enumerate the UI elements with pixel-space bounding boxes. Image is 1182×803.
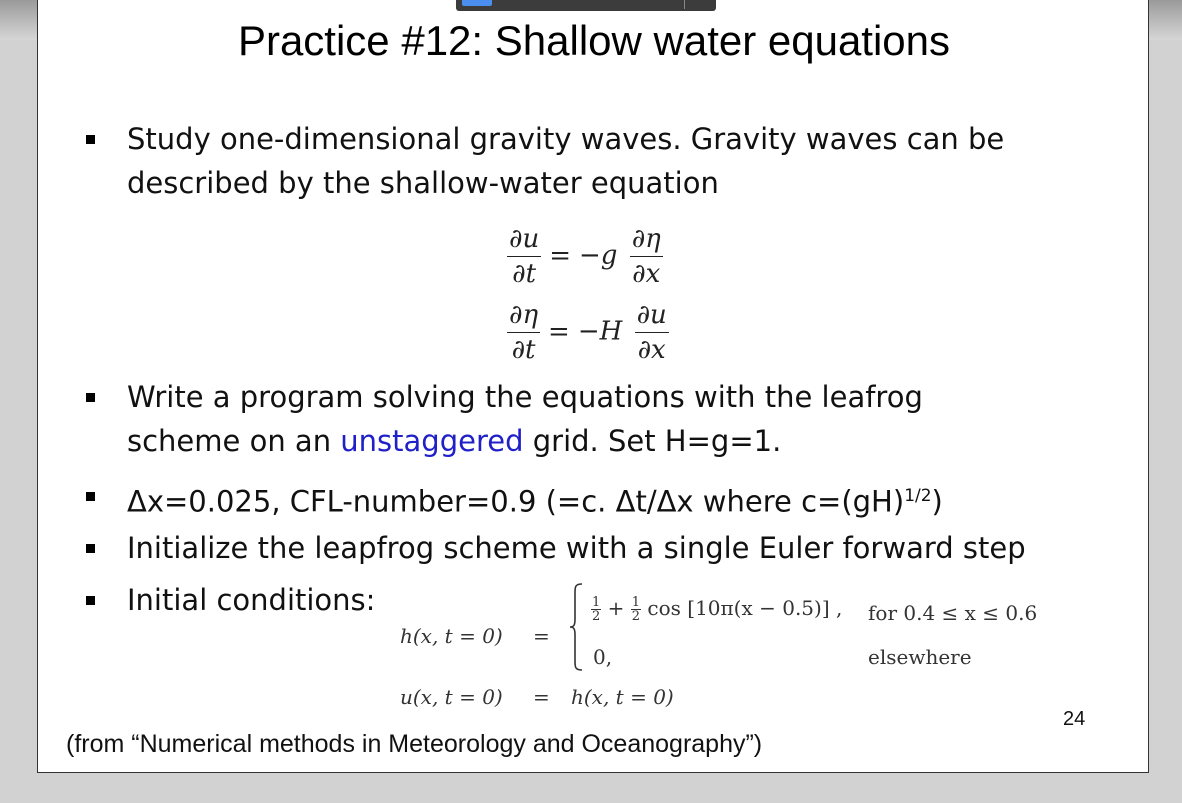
case1-half-num-2: 1 (631, 595, 641, 610)
viewer-toolbar[interactable] (456, 0, 716, 11)
eq2-rhs-coeff: −H (577, 316, 623, 347)
slide-title: Practice #12: Shallow water equations (237, 17, 951, 64)
toolbar-separator (684, 0, 685, 9)
case-1-condition: for 0.4 ≤ x ≤ 0.6 (868, 601, 1038, 625)
eq1-equals: = (549, 240, 571, 271)
toolbar-blue-tab-icon[interactable] (462, 0, 492, 6)
equation-continuity (507, 300, 669, 365)
eq1-num-right: ∂η (630, 224, 663, 257)
h-initial-equals: = (533, 624, 550, 648)
eq1-rhs-coeff: −g (579, 240, 618, 271)
case-1-value (591, 596, 842, 623)
eq2-den-right: ∂x (637, 335, 666, 365)
case1-expression: cos [10π(x − 0.5)] , (647, 596, 843, 620)
bullet-3-superscript: 1/2 (904, 486, 932, 506)
bullet-4: Initialize the leapfrog scheme with a single Euler forward step (127, 531, 1026, 565)
u-initial-equals: = (533, 685, 550, 709)
eq1-num-left: ∂u (507, 224, 541, 257)
bullet-marker (86, 544, 95, 553)
bullet-marker (86, 393, 95, 402)
bullet-2-text-a: scheme on an (127, 424, 341, 458)
bullet-marker (86, 492, 95, 501)
eq2-den-left: ∂t (511, 335, 536, 365)
h-initial-lhs: h(x, t = 0) (400, 624, 503, 648)
bullet-marker (86, 596, 95, 605)
source-citation: (from “Numerical methods in Meteorology and Oceanography”) (66, 730, 763, 758)
eq1-den-left: ∂t (512, 259, 537, 289)
eq1-den-right: ∂x (632, 259, 661, 289)
unstaggered-highlight: unstaggered (340, 424, 524, 458)
equation-momentum (507, 224, 663, 289)
case-2-value: 0, (593, 645, 613, 669)
bullet-3-text-b: ) (931, 484, 943, 519)
bullet-3-text-a: Δx=0.025, CFL-number=0.9 (=c. Δt/Δx where c=(gH) (127, 484, 905, 519)
case1-plus: + (607, 596, 625, 620)
bullet-1-line-2: described by the shallow-water equation (127, 166, 719, 200)
case1-half-den-2: 2 (631, 609, 641, 624)
cases-brace (569, 583, 583, 671)
u-initial-rhs: h(x, t = 0) (571, 685, 674, 709)
bullet-2-line-2 (127, 419, 781, 463)
slide (37, 0, 1149, 773)
bullet-2-text-b: grid. Set H=g=1. (523, 424, 782, 458)
u-initial-lhs: u(x, t = 0) (400, 685, 503, 709)
bullet-5: Initial conditions: (127, 583, 376, 617)
eq2-num-left: ∂η (507, 300, 540, 333)
case1-half-den: 2 (592, 609, 601, 624)
bullet-1-line-1: Study one-dimensional gravity waves. Gravity waves can be (127, 122, 1005, 156)
eq2-num-right: ∂u (635, 300, 669, 333)
case1-half-num: 1 (592, 595, 601, 610)
page-number: 24 (1063, 708, 1086, 730)
case-2-condition: elsewhere (868, 645, 972, 669)
bullet-2-line-1: Write a program solving the equations with the leafrog (127, 380, 923, 414)
bullet-marker (86, 135, 95, 144)
eq2-equals: = (548, 316, 570, 347)
bullet-3 (127, 474, 943, 524)
